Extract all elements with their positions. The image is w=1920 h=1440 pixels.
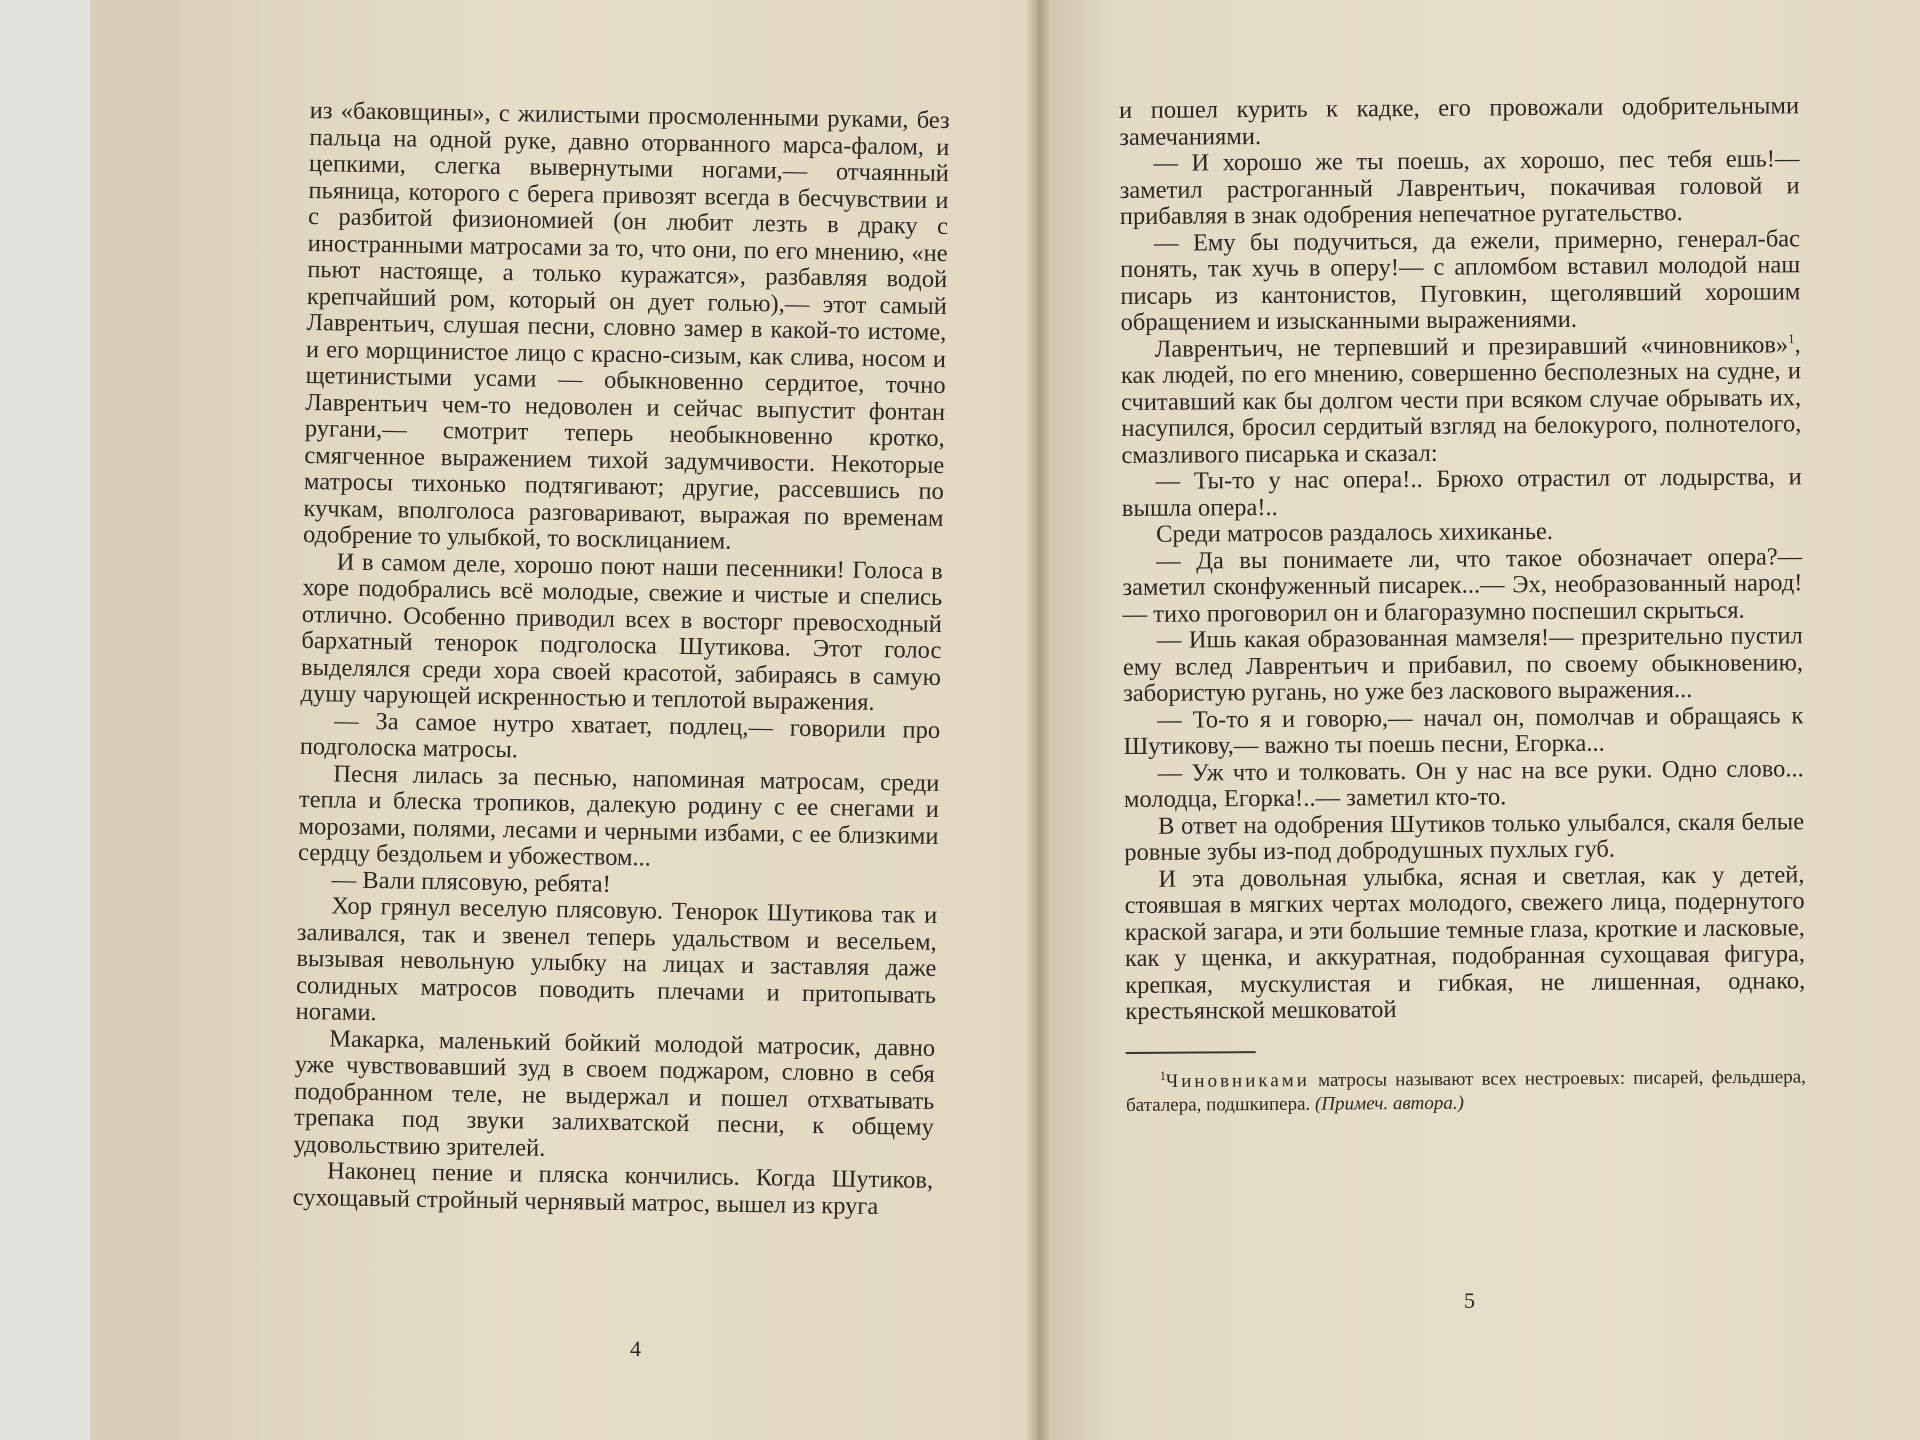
footnote-divider bbox=[1126, 1051, 1256, 1054]
paragraph-with-footnote-ref bbox=[1121, 332, 1802, 469]
right-page-text bbox=[1119, 93, 1806, 1118]
page-number: 4 bbox=[630, 1336, 641, 1361]
paragraph: — Уж что и толковать. Он у нас на все руки. Одно слово... молодца, Егорка!..— заметил кто-то. bbox=[1123, 754, 1804, 813]
paragraph: и пошел курить к кадке, его провожали одобрительными замечаниями. bbox=[1118, 92, 1800, 151]
left-page-text bbox=[293, 98, 950, 1221]
paragraph: — Вали плясовую, ребята! bbox=[331, 865, 611, 898]
footnote bbox=[1126, 1059, 1806, 1118]
paragraph: И в самом деле, хорошо поют наши песенники! Голоса в хоре подобрались всё молодые, свежие и чистые и спелись отлично. Особенно приводил всех в восторг превосходный бархатный тенорок подголоска Шутикова. Этот голос выделялся среди хора своей красотой, забираясь в самую душу чарующей искренностью и теплотой выражения. bbox=[300, 547, 943, 716]
paragraph: — Да вы понимаете ли, что такое обозначает опера?— заметил сконфуженный писарек...— Эх, необразованный народ!— тихо проговорил он и благоразумно поспешил скрыться. bbox=[1122, 542, 1803, 628]
paragraph-text-end: , как людей, по его мнению, совершенно бесполезных на судне, и считавший как бы долгом чести при всяком случае обрывать их, насупился, бросил сердитый взгляд на белокурого, полнотелого, смазливого писарька и сказал: bbox=[1120, 330, 1802, 469]
paragraph: — И хорошо же ты поешь, ах хорошо, пес тебя ешь!— заметил растроганный Лаврентьич, покачивая головой и прибавляя в знак одобрения непечатное ругательство. bbox=[1119, 145, 1800, 230]
paragraph: — То-то я и говорю,— начал он, помолчав и обращаясь к Шутикову,— важно ты поешь песни, Егорка... bbox=[1123, 701, 1804, 760]
paragraph-text-start: Лаврентьич, не терпевший и презиравший «чиновников» bbox=[1154, 330, 1789, 363]
paragraph: — За самое нутро хватает, подлец,— говорили про подголоска матросы. bbox=[299, 706, 941, 764]
right-page bbox=[1044, 0, 1920, 1440]
paragraph: В ответ на одобрения Шутиков только улыбался, скаля белые ровные зубы из-под добродушных пухлых губ. bbox=[1124, 807, 1805, 866]
footnote-text: матросы называют всех нестроевых: писарей, фельдшера, баталера, подшкипера. bbox=[1125, 1066, 1806, 1116]
paragraph: Хор грянул веселую плясовую. Тенорок Шутикова так и заливался, так и звенел теперь удальством и весельем, вызывая невольную улыбку на лицах и заставляя даже солидных матросов поводить плечами и притопывать ногами. bbox=[295, 892, 938, 1027]
paragraph: — Ты-то у нас опера!.. Брюхо отрастил от лодырства, и вышла опера!.. bbox=[1121, 463, 1802, 522]
paragraph: — Ему бы подучиться, да ежели, примерно, генерал-бас понять, так хучь в оперу!— с апломбом вставил молодой наш писарь из кантонистов, Пуговкин, щеголявший хорошим обращением и изысканными выражениями. bbox=[1120, 224, 1801, 336]
paragraph: Песня лилась за песнью, напоминая матросам, среди тепла и блеска тропиков, далекую родину с ее снегами и морозами, полями, лесами и черными избами, с ее близкими сердцу бездольем и убожеством... bbox=[297, 759, 940, 872]
footnote-number: 1 bbox=[1159, 1068, 1166, 1083]
paragraph: И эта довольная улыбка, ясная и светлая, как у детей, стоявшая в мягких чертах молодого, свежего лица, подернутого краской загара, и эти большие темные глаза, кроткие и ласковые, как у щенка, и аккуратная, подобранная сухощавая фигура, крепкая, мускулистая и гибкая, не лишенная, однако, крестьянской мешковатой bbox=[1124, 860, 1806, 1025]
paragraph: Наконец пение и пляска кончились. Когда Шутиков, сухощавый стройный чернявый матрос, вышел из круга bbox=[292, 1157, 934, 1220]
paragraph: Макарка, маленький бойкий молодой матросик, давно уже чувствовавший зуд в своем поджаром, словно в себя подобранном теле, не выдержал и пошел отхватывать трепака под звуки залихватской песни, к общему удовольствию зрителей. bbox=[293, 1024, 936, 1162]
paragraph: — Ишь какая образованная мамзеля!— презрительно пустил ему вслед Лаврентьич и прибавил, по своему обыкновению, забористую ругань, но уже без ласкового выражения... bbox=[1122, 622, 1804, 707]
page-number: 5 bbox=[1464, 1288, 1475, 1313]
book-spread bbox=[90, 0, 1860, 1440]
paragraph: Среди матросов раздалось хихиканье. bbox=[1155, 517, 1554, 548]
footnote-author-note: (Примеч. автора.) bbox=[1314, 1092, 1465, 1115]
footnote-term: Чиновниками bbox=[1165, 1069, 1310, 1092]
paragraph: из «баковщины», с жилистыми просмоленными руками, без пальца на одной руке, давно оторванного марса-фалом, и цепкими, слегка вывернутыми ногами,— отчаянный пьяница, которого с берега привозят всегда в бесчувствии и с разбитой физиономией (он любит лезть в драку с иностранными матросами за то, что они, по его мнению, «не пьют настояще, а только куражатся», разбавляя водой крепчайший ром, который он дует голью),— этот самый Лаврентьич, слушая песни, словно замер в какой-то истоме, и его морщинистое лицо с красно-сизым, как слива, носом и щетинистыми усами — обыкновенно сердитое, точно Лаврентьич чем-то недоволен и сейчас выпустит фонтан ругани,— смотрит теперь необыкновенно кротко, смягченное выражением тихой задумчивости. Некоторые матросы тихонько подтягивают; другие, рассевшись по кучкам, вполголоса разговаривают, выражая по временам одобрение то улыбкой, то восклицанием. bbox=[302, 97, 950, 555]
book-gutter bbox=[1026, 0, 1050, 1440]
left-page bbox=[180, 0, 1040, 1440]
footnote-marker: 1 bbox=[1788, 330, 1795, 346]
